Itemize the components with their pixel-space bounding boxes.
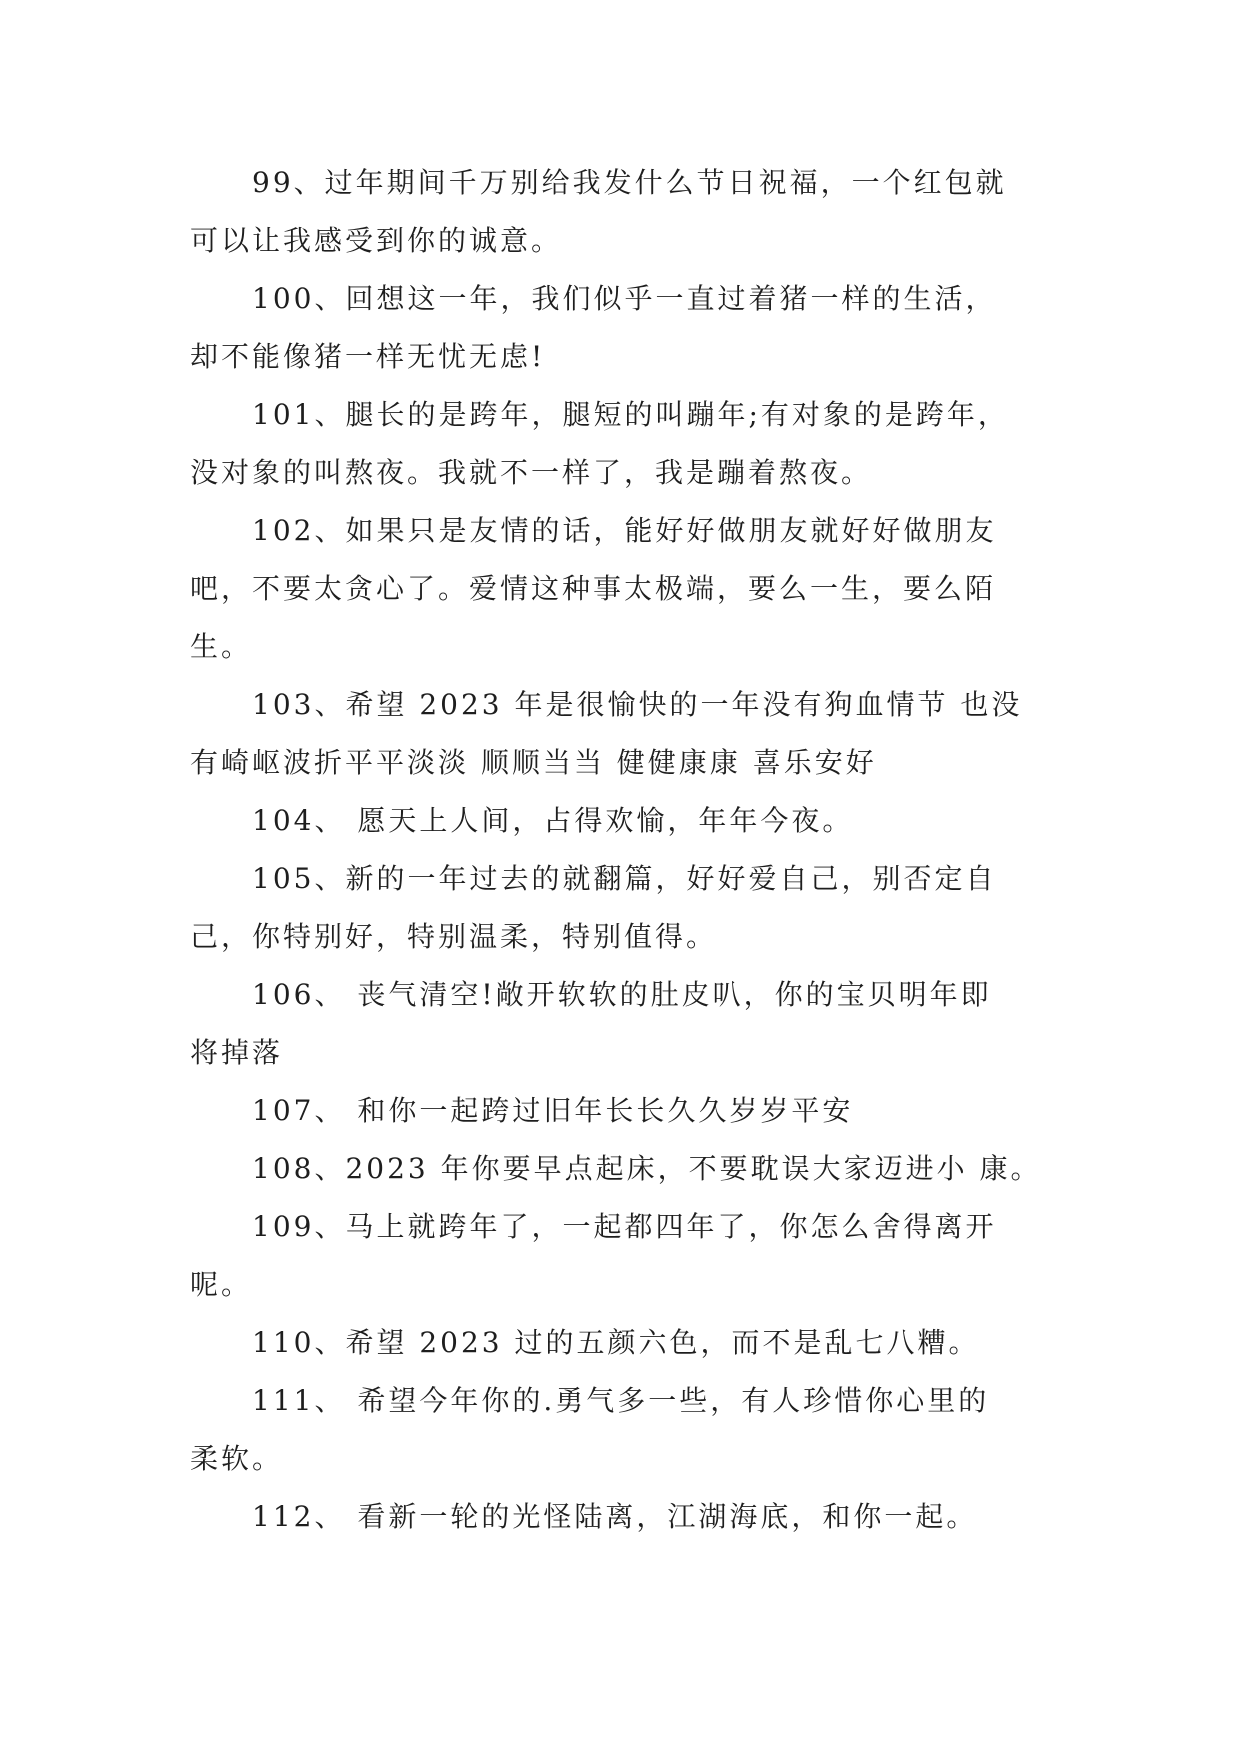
paragraph-99: [190, 154, 1070, 270]
paragraph-line: 没对象的叫熬夜。我就不一样了，我是蹦着熬夜。: [190, 456, 873, 489]
paragraph-line: 有崎岖波折平平淡淡 顺顺当当 健健康康 喜乐安好: [190, 746, 877, 779]
paragraph-102: [190, 502, 1070, 676]
paragraph-line: 99、过年期间千万别给我发什么节日祝福，一个红包就: [252, 166, 1007, 199]
paragraph-line: 112、 看新一轮的光怪陆离，江湖海底，和你一起。: [252, 1500, 978, 1533]
paragraph-109: [190, 1198, 1070, 1314]
paragraph-line: 可以让我感受到你的诚意。: [190, 224, 563, 257]
paragraph-100: [190, 270, 1070, 386]
paragraph-line: 109、马上就跨年了，一起都四年了，你怎么舍得离开: [252, 1210, 997, 1243]
paragraph-108: [190, 1140, 1070, 1198]
paragraph-line: 107、 和你一起跨过旧年长长久久岁岁平安: [252, 1094, 854, 1127]
paragraph-107: [190, 1082, 1070, 1140]
paragraph-line: 柔软。: [190, 1442, 284, 1475]
paragraph-line: 110、希望 2023 过的五颜六色，而不是乱七八糟。: [252, 1326, 980, 1359]
paragraph-line: 106、 丧气清空!敞开软软的肚皮叭，你的宝贝明年即: [252, 978, 992, 1011]
paragraph-104: [190, 792, 1070, 850]
paragraph-110: [190, 1314, 1070, 1372]
paragraph-line: 生。: [190, 630, 253, 663]
paragraph-103: [190, 676, 1070, 792]
paragraph-111: [190, 1372, 1070, 1488]
paragraph-line: 100、回想这一年，我们似乎一直过着猪一样的生活，: [252, 282, 997, 315]
paragraph-105: [190, 850, 1070, 966]
paragraph-line: 103、希望 2023 年是很愉快的一年没有狗血情节 也没: [252, 688, 1023, 721]
paragraph-line: 108、2023 年你要早点起床，不要耽误大家迈进小 康。: [252, 1152, 1042, 1185]
paragraph-line: 却不能像猪一样无忧无虑!: [190, 340, 546, 373]
paragraph-line: 己，你特别好，特别温柔，特别值得。: [190, 920, 718, 953]
paragraph-line: 104、 愿天上人间，占得欢愉，年年今夜。: [252, 804, 854, 837]
paragraph-line: 102、如果只是友情的话，能好好做朋友就好好做朋友: [252, 514, 997, 547]
paragraph-line: 101、腿长的是跨年，腿短的叫蹦年;有对象的是跨年，: [252, 398, 1009, 431]
paragraph-line: 111、 希望今年你的.勇气多一些，有人珍惜你心里的: [252, 1384, 990, 1417]
paragraph-line: 吧，不要太贪心了。爱情这种事太极端，要么一生，要么陌: [190, 572, 997, 605]
paragraph-line: 将掉落: [190, 1036, 284, 1069]
paragraph-106: [190, 966, 1070, 1082]
document-body: [190, 154, 1070, 1546]
paragraph-101: [190, 386, 1070, 502]
paragraph-112: [190, 1488, 1070, 1546]
paragraph-line: 105、新的一年过去的就翻篇，好好爱自己，别否定自: [252, 862, 997, 895]
paragraph-line: 呢。: [190, 1268, 253, 1301]
